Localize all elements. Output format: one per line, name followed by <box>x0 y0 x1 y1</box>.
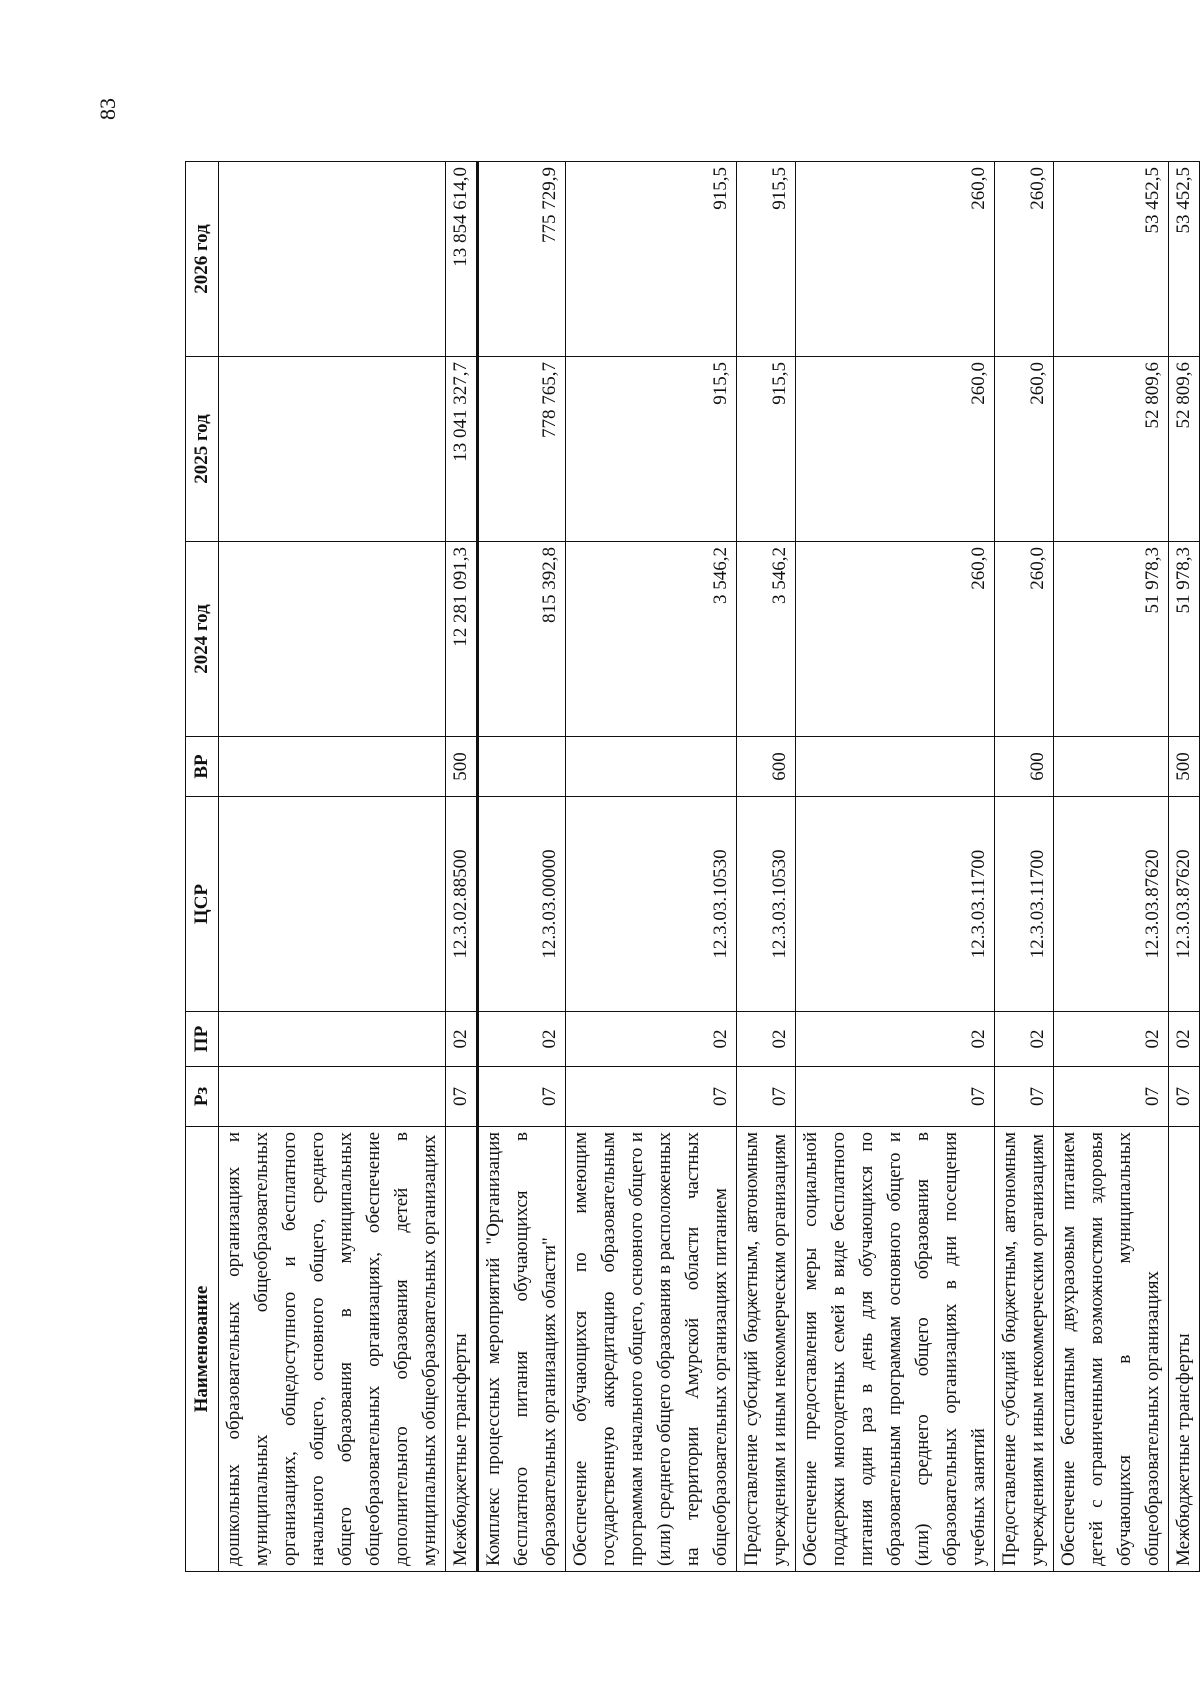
page-number: 83 <box>95 98 120 120</box>
cell-rz: 07 <box>796 1067 995 1127</box>
header-csr: ЦСР <box>186 797 219 1012</box>
cell-2024: 51 978,3 <box>1169 542 1200 737</box>
rotated-table-container <box>185 162 1194 1572</box>
cell-csr: 12.3.03.11700 <box>796 797 995 1012</box>
cell-pr: 02 <box>995 1012 1054 1067</box>
cell-name: дошкольных образовательных организациях и муниципальных общеобразовательных организациях, общедоступного и бесплатного начального общего, основного общего, среднего общего образования в муниципальных общеобразовательных организациях, обеспечение дополнительного образования детей в муниципальных общеобразовательных организациях <box>219 1127 446 1572</box>
cell-pr: 02 <box>446 1012 478 1067</box>
cell-2025: 52 809,6 <box>1054 357 1169 542</box>
cell-csr: 12.3.03.87620 <box>1169 797 1200 1012</box>
cell-name: Предоставление субсидий бюджетным, автономным учреждениям и иным некоммерческим организациям <box>737 1127 796 1572</box>
cell-2025: 260,0 <box>995 357 1054 542</box>
cell-2025 <box>219 357 446 542</box>
cell-2025: 915,5 <box>566 357 737 542</box>
cell-rz: 07 <box>566 1067 737 1127</box>
header-name: Наименование <box>186 1127 219 1572</box>
cell-pr: 02 <box>1169 1012 1200 1067</box>
cell-2025: 260,0 <box>796 357 995 542</box>
cell-2025: 915,5 <box>737 357 796 542</box>
cell-2024: 3 546,2 <box>566 542 737 737</box>
table-row <box>219 162 446 1572</box>
table-row <box>566 162 737 1572</box>
cell-2026: 775 729,9 <box>478 162 566 357</box>
cell-2024: 51 978,3 <box>1054 542 1169 737</box>
cell-rz: 07 <box>1054 1067 1169 1127</box>
budget-table <box>185 161 1200 1572</box>
cell-name: Межбюджетные трансферты <box>1169 1127 1200 1572</box>
cell-2026: 260,0 <box>796 162 995 357</box>
cell-rz: 07 <box>446 1067 478 1127</box>
cell-2026: 53 452,5 <box>1169 162 1200 357</box>
cell-2024: 260,0 <box>796 542 995 737</box>
cell-csr: 12.3.03.10530 <box>566 797 737 1012</box>
cell-vr: 600 <box>737 737 796 797</box>
cell-vr <box>796 737 995 797</box>
table-row <box>1169 162 1200 1572</box>
cell-rz <box>219 1067 446 1127</box>
cell-2024: 3 546,2 <box>737 542 796 737</box>
cell-rz: 07 <box>1169 1067 1200 1127</box>
cell-vr: 500 <box>1169 737 1200 797</box>
header-pr: ПР <box>186 1012 219 1067</box>
cell-pr <box>219 1012 446 1067</box>
cell-name: Обеспечение обучающихся по имеющим государственную аккредитацию образовательным программам начального общего, основного общего и (или) среднего общего образования в расположенных на территории Амурской области частных общеобразовательных организациях питанием <box>566 1127 737 1572</box>
cell-pr: 02 <box>478 1012 566 1067</box>
cell-2026: 53 452,5 <box>1054 162 1169 357</box>
cell-2024: 260,0 <box>995 542 1054 737</box>
table-row <box>995 162 1054 1572</box>
table-row <box>737 162 796 1572</box>
table-row <box>796 162 995 1572</box>
cell-vr <box>219 737 446 797</box>
cell-csr: 12.3.03.00000 <box>478 797 566 1012</box>
cell-2026: 915,5 <box>737 162 796 357</box>
table-header-row <box>186 162 219 1572</box>
cell-vr <box>566 737 737 797</box>
cell-csr <box>219 797 446 1012</box>
cell-pr: 02 <box>1054 1012 1169 1067</box>
cell-name: Обеспечение бесплатным двухразовым питанием детей с ограниченными возможностями здоровья обучающихся в муниципальных общеобразовательных организациях <box>1054 1127 1169 1572</box>
cell-rz: 07 <box>995 1067 1054 1127</box>
cell-csr: 12.3.03.87620 <box>1054 797 1169 1012</box>
cell-2024: 12 281 091,3 <box>446 542 478 737</box>
cell-pr: 02 <box>737 1012 796 1067</box>
header-2026: 2026 год <box>186 162 219 357</box>
cell-2024 <box>219 542 446 737</box>
header-rz: Рз <box>186 1067 219 1127</box>
header-2025: 2025 год <box>186 357 219 542</box>
cell-2025: 13 041 327,7 <box>446 357 478 542</box>
cell-rz: 07 <box>478 1067 566 1127</box>
cell-2026: 915,5 <box>566 162 737 357</box>
cell-vr <box>478 737 566 797</box>
cell-vr <box>1054 737 1169 797</box>
table-row <box>1054 162 1169 1572</box>
cell-pr: 02 <box>796 1012 995 1067</box>
cell-rz: 07 <box>737 1067 796 1127</box>
cell-vr: 600 <box>995 737 1054 797</box>
table-row <box>478 162 566 1572</box>
table-row <box>446 162 478 1572</box>
header-2024: 2024 год <box>186 542 219 737</box>
cell-2025: 778 765,7 <box>478 357 566 542</box>
cell-csr: 12.3.03.10530 <box>737 797 796 1012</box>
cell-name: Предоставление субсидий бюджетным, автономным учреждениям и иным некоммерческим организациям <box>995 1127 1054 1572</box>
header-vr: ВР <box>186 737 219 797</box>
cell-2026: 260,0 <box>995 162 1054 357</box>
cell-vr: 500 <box>446 737 478 797</box>
cell-2025: 52 809,6 <box>1169 357 1200 542</box>
cell-name: Комплекс процессных мероприятий "Организация бесплатного питания обучающихся в образовательных организациях области" <box>478 1127 566 1572</box>
cell-name: Обеспечение предоставления меры социальной поддержки многодетных семей в виде бесплатного питания один раз в день для обучающихся по образовательным программам основного общего и (или) среднего общего образования в образовательных организациях в дни посещения учебных занятий <box>796 1127 995 1572</box>
cell-2024: 815 392,8 <box>478 542 566 737</box>
cell-csr: 12.3.03.11700 <box>995 797 1054 1012</box>
cell-2026 <box>219 162 446 357</box>
cell-csr: 12.3.02.88500 <box>446 797 478 1012</box>
cell-2026: 13 854 614,0 <box>446 162 478 357</box>
cell-pr: 02 <box>566 1012 737 1067</box>
cell-name: Межбюджетные трансферты <box>446 1127 478 1572</box>
